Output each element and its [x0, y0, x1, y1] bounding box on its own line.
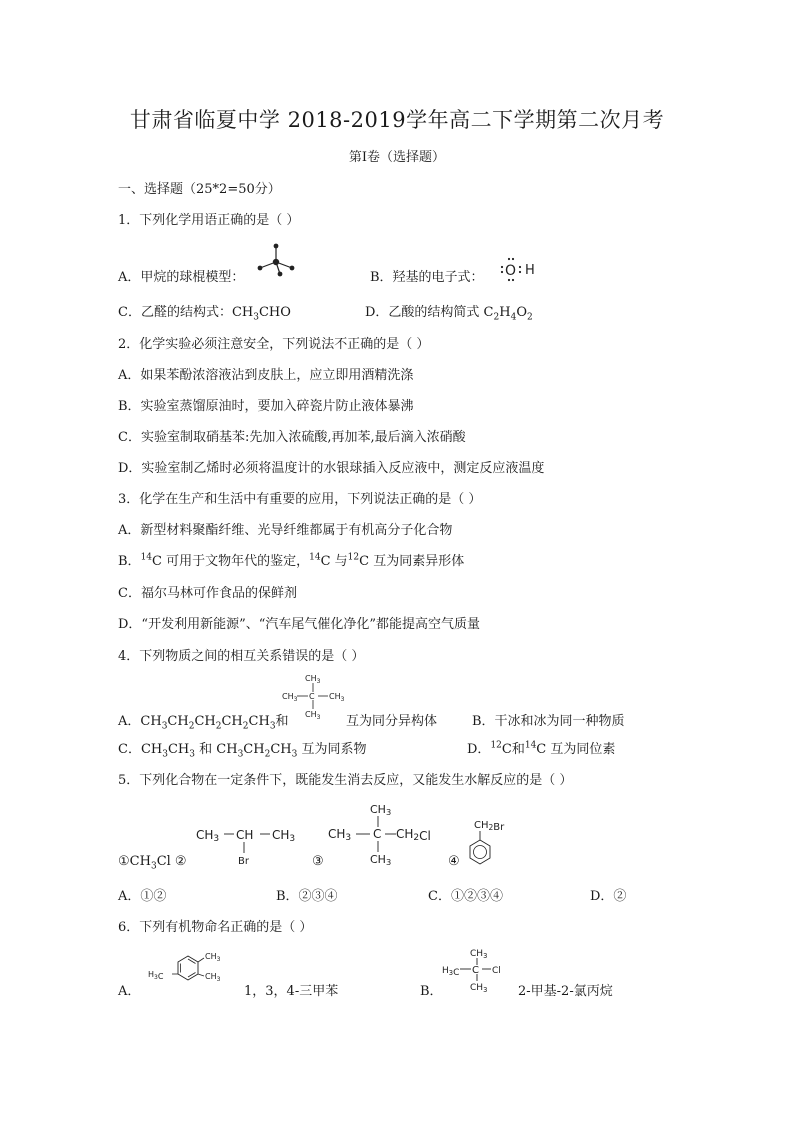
- q5-compound-label-4: ④: [448, 854, 460, 869]
- q2-option-c: C．实验室制取硝基苯:先加入浓硫酸,再加苯,最后滴入浓硝酸: [118, 430, 466, 445]
- svg-text:Br: Br: [238, 856, 249, 867]
- svg-text:CH3: CH3: [196, 828, 220, 844]
- svg-text:CH2Br: $CH_2Br$: [474, 820, 505, 833]
- svg-text:C: C: [309, 692, 315, 701]
- q3-option-b: B．$^{14}$C 可用于文物年代的鉴定，$^{14}$C 与$^{12}$C 互为同素异形体: [118, 552, 465, 569]
- q6-option-a-name: 1，3，4-三甲苯: [244, 984, 339, 999]
- q3-option-a: A．新型材料聚酯纤维、光导纤维都属于有机高分子化合物: [118, 523, 453, 538]
- methane-ball-stick-model: [254, 242, 300, 278]
- svg-text:CH3: $CH_3$: [205, 952, 221, 963]
- neopentyl-chloride-structure: [328, 800, 440, 866]
- question-3-stem: 3．化学在生产和生活中有重要的应用，下列说法正确的是（ ）: [118, 492, 482, 507]
- trimethylbenzene-structure: [148, 948, 234, 994]
- hydrogen-symbol: H: [525, 263, 535, 278]
- question-5-stem: 5．下列化合物在一定条件下，既能发生消去反应，又能发生水解反应的是（ ）: [118, 773, 573, 788]
- q6-option-b-label: B．: [420, 984, 443, 999]
- q4-option-c: C．$CH_3CH_3$ 和 $CH_3CH_2CH_3$ 互为同系物: [118, 742, 367, 760]
- question-4-stem: 4．下列物质之间的相互关系错误的是（ ）: [118, 649, 365, 664]
- 2-bromopropane-structure: [196, 822, 308, 866]
- q2-option-b: B．实验室蒸馏原油时，要加入碎瓷片防止液体暴沸: [118, 399, 414, 414]
- q2-option-a: A．如果苯酚浓溶液沾到皮肤上，应立即用酒精洗涤: [118, 368, 414, 383]
- svg-text:CH3: $CH_3$: [329, 692, 345, 703]
- q5-option-c: C．①②③④: [428, 889, 503, 904]
- q1-option-d: D．乙酸的结构简式 $C_2H_4O_2$: [365, 305, 533, 323]
- q2-option-d: D．实验室制乙烯时必须将温度计的水银球插入反应液中，测定反应液温度: [118, 461, 545, 476]
- q1-option-a: A．甲烷的球棍模型：: [118, 270, 245, 285]
- q1-option-b: B．羟基的电子式：: [370, 270, 484, 285]
- svg-text:C: C: [472, 965, 479, 976]
- section-heading: 一、选择题（25*2=50分）: [118, 182, 281, 197]
- svg-text:CH3: $CH_3$: [205, 972, 221, 983]
- section-subtitle: 第Ⅰ卷（选择题）: [348, 150, 446, 165]
- q4-option-a-prefix: A．$CH_3CH_2CH_2CH_2CH_3$和: [118, 714, 289, 732]
- q4-option-b: B．干冰和冰为同一种物质: [472, 714, 625, 729]
- svg-text:CH3: CH3: [370, 853, 392, 867]
- benzyl-bromide-structure: [464, 816, 524, 872]
- q5-option-a: A．①②: [118, 889, 167, 904]
- question-1-stem: 1．下列化学用语正确的是（ ）: [118, 213, 300, 228]
- q1-option-c: C．乙醛的结构式：$CH_3CHO$: [118, 305, 291, 323]
- svg-text:C: C: [373, 827, 382, 841]
- q3-option-d: D．“开发利用新能源”、“汽车尾气催化净化”都能提高空气质量: [118, 617, 481, 632]
- svg-text:H3C: $H_3C$: [148, 970, 164, 981]
- svg-text:CH3: $CH_3$: [305, 710, 321, 721]
- q4-option-a-suffix: 互为同分异构体: [346, 714, 438, 729]
- svg-text:CH3: $CH_3$: [470, 983, 488, 994]
- oxygen-symbol: O: [505, 263, 517, 279]
- svg-text:Cl: Cl: [492, 966, 501, 976]
- svg-text:CH3: $CH_3$: [282, 692, 298, 703]
- svg-text:H3C: $H_3C$: [442, 966, 460, 978]
- q3-option-c: C．福尔马林可作食品的保鲜剂: [118, 586, 297, 601]
- hydroxyl-electron-formula: [494, 256, 544, 284]
- svg-text:CH3: CH3: [328, 827, 352, 843]
- svg-text:CH3: CH3: [370, 803, 392, 817]
- svg-text:CH3: $CH_3$: [470, 949, 488, 960]
- q5-option-d: D．②: [590, 889, 627, 904]
- q6-option-a-label: A．: [118, 984, 141, 999]
- question-2-stem: 2．化学实验必须注意安全，下列说法不正确的是（ ）: [118, 337, 430, 352]
- q4-option-d: D．$^{12}$C和$^{14}$C 互为同位素: [467, 740, 616, 757]
- q6-option-b-name: 2-甲基-2-氯丙烷: [518, 984, 613, 999]
- q5-option-b: B．②③④: [276, 889, 338, 904]
- page-title: 甘肃省临夏中学 2018-2019学年高二下学期第二次月考: [129, 108, 665, 132]
- svg-text:CH2Cl: CH2Cl: [396, 827, 431, 843]
- svg-text:CH3: CH3: [272, 828, 296, 844]
- q5-compound-list-1-2: $①CH_3Cl$ ②: [118, 854, 187, 872]
- neopentane-structure: [280, 672, 346, 722]
- question-6-stem: 6．下列有机物命名正确的是（ ）: [118, 920, 313, 935]
- svg-text:CH: CH: [236, 828, 254, 842]
- svg-text:CH3: $CH_3$: [305, 674, 321, 685]
- q5-compound-label-3: ③: [312, 854, 324, 869]
- 2-methyl-2-chloropropane-structure: [440, 946, 516, 994]
